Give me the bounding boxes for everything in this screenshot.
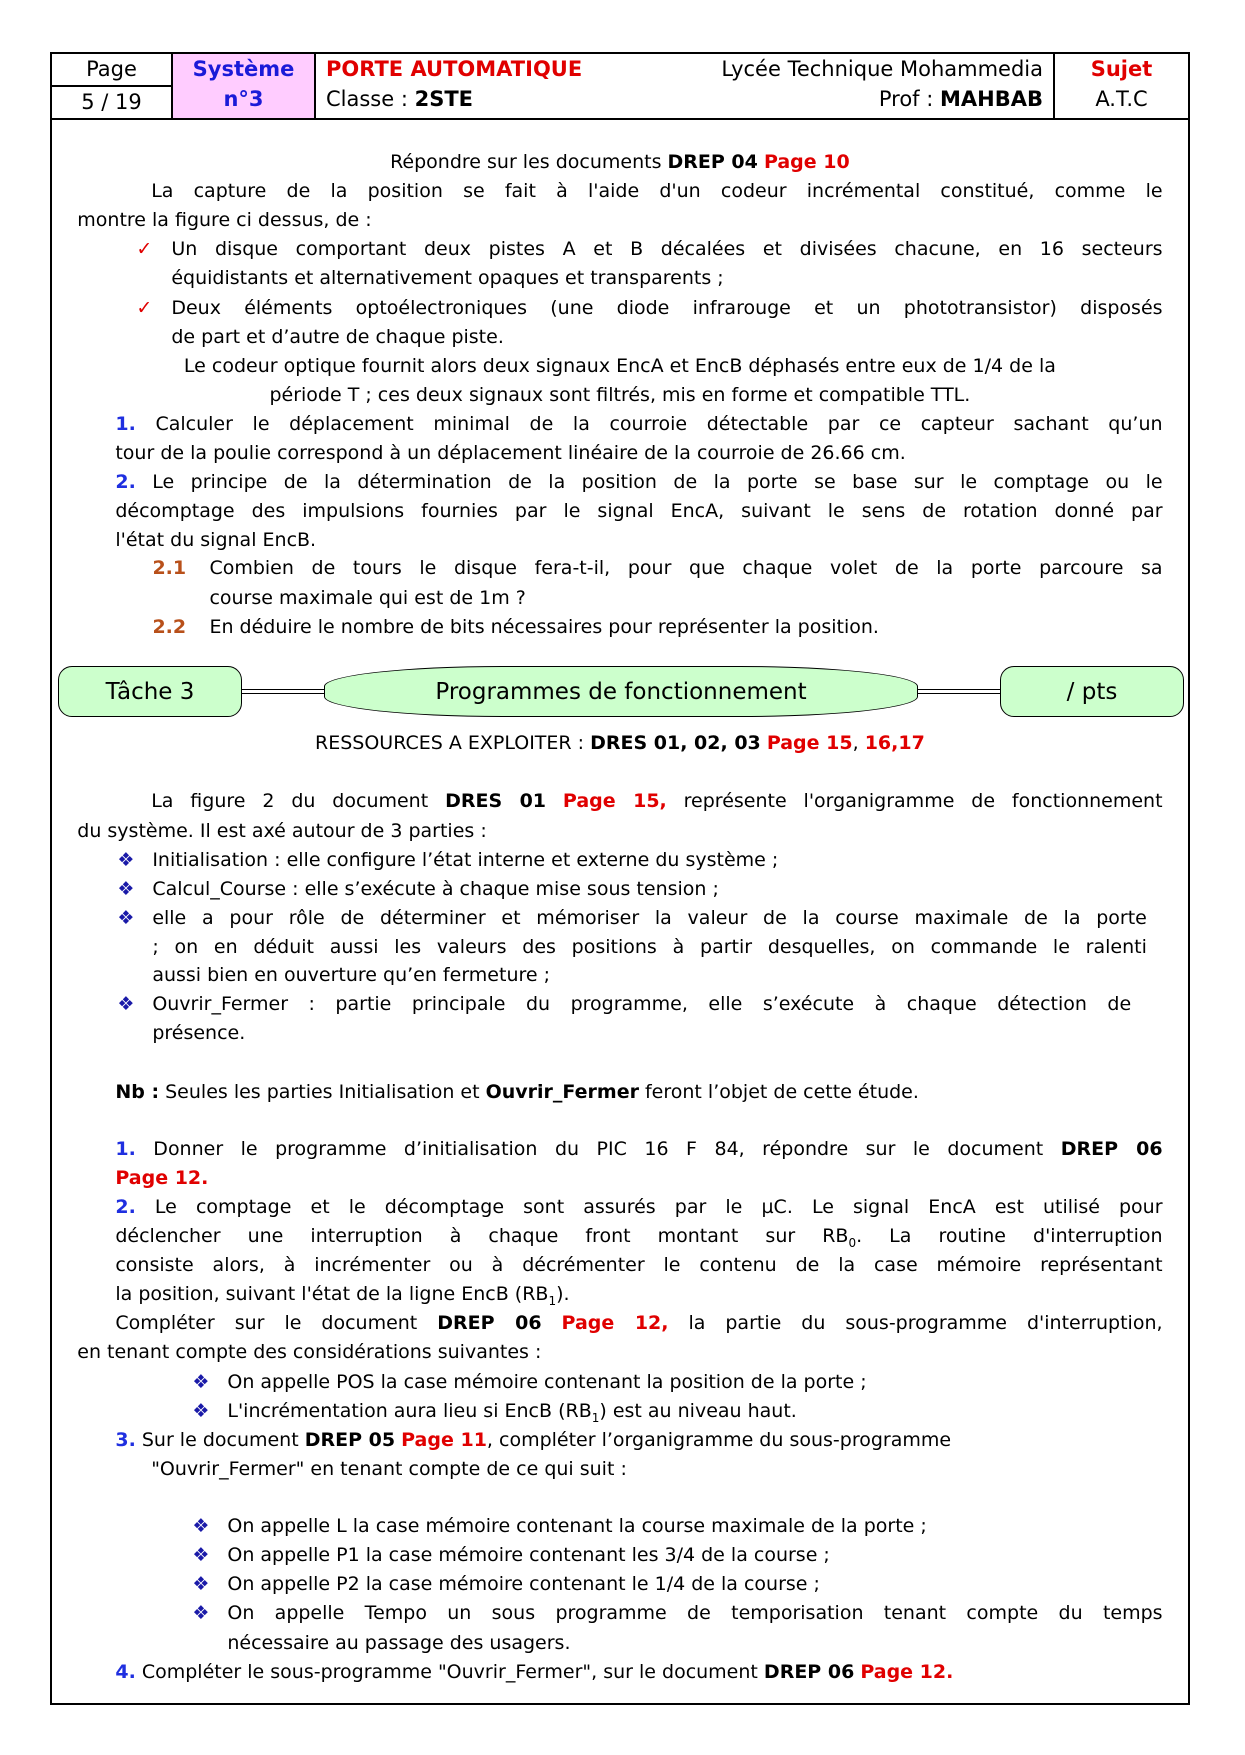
text-run: [546, 790, 563, 812]
text-run: de part et d’autre de chaque piste.: [171, 325, 504, 348]
bold-text: Nb :: [115, 1080, 160, 1103]
task-title-box: [324, 666, 918, 717]
text-line: [115, 1426, 1162, 1455]
text-run: ).: [556, 1283, 570, 1306]
text-run: On appelle L la case mémoire contenant la course maximale de la porte ;: [227, 1515, 927, 1538]
text-line: [77, 817, 1162, 846]
text-run: Le codeur optique fournit alors deux signaux EncA et EncB déphasés entre eux de 1/4 de la: [183, 354, 1056, 377]
text-run: la position, suivant l'état de la ligne EncB (RB: [115, 1283, 549, 1306]
text-run: , compléter l’organigramme du sous-programme: [486, 1428, 952, 1451]
text-run: RESSOURCES A EXPLOITER :: [315, 732, 591, 755]
text-line: [115, 1193, 1162, 1222]
text-line: [192, 1599, 1163, 1628]
text-run: . La routine d'interruption: [856, 1224, 1163, 1247]
text-line: [115, 1222, 1162, 1251]
task-number-box: [58, 666, 242, 717]
text-run: représente l'organigramme de fonctionnement: [666, 790, 1163, 813]
text-line: [152, 1019, 1131, 1048]
diamond-bullet-icon: ❖: [117, 993, 135, 1016]
bold-text: DREP 05: [304, 1428, 396, 1451]
text-line: [115, 1309, 1162, 1338]
page-reference: 16,17: [864, 732, 925, 755]
page-reference: Page 10: [763, 150, 850, 173]
text-line: [77, 352, 1162, 381]
text-line: [152, 933, 1147, 962]
bold-text: DREP 06: [763, 1660, 855, 1683]
connector-line: [918, 689, 1000, 694]
diamond-bullet-icon: ❖: [192, 1602, 210, 1625]
text-run: du système. Il est axé autour de 3 parties :: [77, 819, 487, 842]
diamond-bullet-icon: ❖: [117, 906, 135, 929]
text-line: [115, 1164, 1162, 1193]
text-line: [115, 439, 1162, 468]
text-line: [151, 1455, 1162, 1484]
text-run: On appelle POS la case mémoire contenant la position de la porte ;: [227, 1370, 867, 1393]
diamond-bullet-icon: ❖: [192, 1544, 210, 1567]
text-line: [192, 1368, 1162, 1397]
text-run: la partie du sous-programme d'interruption,: [668, 1312, 1163, 1335]
page-reference: Page 15,: [562, 790, 667, 813]
subject-value: A.T.C: [1095, 87, 1148, 111]
subitem-number: 2.2: [152, 615, 187, 638]
text-line: [192, 1512, 1162, 1541]
text-line: [115, 1658, 1162, 1687]
text-line: [77, 381, 1162, 410]
task-number: Tâche 3: [105, 678, 195, 705]
text-run: Compléter le sous-programme "Ouvrir_Fermer", sur le document: [135, 1660, 764, 1683]
subscript: 1: [591, 1410, 600, 1425]
text-line: [115, 526, 1162, 555]
page-cell: [52, 54, 173, 118]
item-number: 4.: [115, 1660, 136, 1683]
text-run: feront l’objet de cette étude.: [638, 1080, 919, 1103]
text-line: [171, 264, 1162, 293]
text-run: équidistants et alternativement opaques et transparents ;: [171, 267, 724, 290]
task-points-box: [1000, 666, 1184, 717]
text-run: Un disque comportant deux pistes A et B décalées et divisées chacune, en 16 secteurs: [171, 238, 1163, 261]
text-run: [542, 1312, 562, 1334]
task-title: Programmes de fonctionnement: [435, 678, 807, 705]
page-reference: Page 12,: [561, 1312, 669, 1335]
text-run: en tenant compte des considérations suivantes :: [77, 1341, 542, 1364]
text-line: [117, 875, 1162, 904]
text-line: [171, 323, 1162, 352]
text-line: [152, 554, 1163, 583]
page-number: 5 / 19: [81, 90, 142, 114]
text-run: Calcul_Course : elle s’exécute à chaque mise sous tension ;: [152, 877, 719, 900]
text-line: [227, 1629, 1162, 1658]
text-line: [77, 729, 1162, 758]
subscript: 0: [848, 1235, 857, 1250]
system-number: n°3: [223, 87, 264, 111]
item-number: 3.: [115, 1428, 136, 1451]
subject-label: Sujet: [1090, 57, 1153, 81]
text-line: [77, 148, 1162, 177]
text-line: [152, 961, 1147, 990]
bold-text: DRES 01, 02, 03: [590, 732, 761, 755]
text-run: l'état du signal EncB.: [115, 529, 317, 552]
item-number: 1.: [115, 1137, 136, 1160]
page-reference: Page 12.: [860, 1660, 954, 1683]
text-line: [115, 497, 1162, 526]
text-run: Combien de tours le disque fera-t-il, pour que chaque volet de la porte parcoure sa: [209, 557, 1163, 580]
item-number: 2.: [115, 471, 136, 494]
text-line: [115, 1135, 1162, 1164]
connector-line: [242, 689, 324, 694]
text-run: montre la figure ci dessus, de :: [77, 209, 372, 232]
text-run: consiste alors, à incrémenter ou à décrémenter le contenu de la case mémoire représentant: [115, 1254, 1163, 1277]
text-line: [115, 1280, 1162, 1309]
text-line: [136, 294, 1163, 323]
text-line: [117, 990, 1132, 1019]
prof-label: Prof :: [878, 87, 940, 111]
text-run: Répondre sur les documents: [390, 150, 668, 173]
page-reference: Page 11: [401, 1428, 487, 1451]
text-line: [152, 613, 1162, 642]
subject-cell: [1055, 54, 1188, 118]
text-run: présence.: [152, 1022, 246, 1045]
text-run: On appelle P1 la case mémoire contenant les 3/4 de la course ;: [227, 1544, 830, 1567]
system-cell: [173, 54, 316, 118]
text-line: [117, 904, 1147, 933]
item-number: 1.: [115, 412, 136, 435]
bold-text: Ouvrir_Fermer: [485, 1080, 639, 1103]
text-line: [77, 206, 1162, 235]
text-line: [115, 1078, 1162, 1107]
text-run: "Ouvrir_Fermer" en tenant compte de ce qui suit :: [151, 1457, 627, 1480]
page-reference: Page 15: [766, 732, 853, 755]
subscript: 1: [548, 1294, 557, 1309]
text-run: ; on en déduit aussi les valeurs des positions à partir desquelles, on commande le ralenti: [152, 936, 1147, 959]
diamond-bullet-icon: ❖: [192, 1573, 210, 1596]
checkmark-icon: ✓: [136, 296, 153, 319]
text-line: [77, 1338, 1162, 1367]
text-run: nécessaire au passage des usagers.: [227, 1631, 571, 1654]
text-run: Seules les parties Initialisation et: [159, 1080, 486, 1103]
text-line: [115, 1251, 1162, 1280]
text-line: [209, 584, 1162, 613]
text-run: déclencher une interruption à chaque front montant sur RB: [115, 1224, 849, 1247]
text-run: ,: [852, 732, 865, 755]
text-run: Ouvrir_Fermer : partie principale du programme, elle s’exécute à chaque détection de: [152, 993, 1132, 1016]
school-name: Lycée Technique Mohammedia: [721, 57, 1043, 81]
text-line: [151, 787, 1162, 816]
text-run: décomptage des impulsions fournies par le signal EncA, suivant le sens de rotation donné par: [115, 500, 1163, 523]
page-reference: Page 12.: [115, 1166, 209, 1189]
prof-value: MAHBAB: [940, 87, 1043, 111]
bold-text: DREP 06: [1060, 1137, 1163, 1160]
diamond-bullet-icon: ❖: [117, 848, 135, 871]
text-run: On appelle P2 la case mémoire contenant le 1/4 de la course ;: [227, 1573, 820, 1596]
text-line: [151, 177, 1162, 206]
text-run: aussi bien en ouverture qu’en fermeture ;: [152, 964, 551, 987]
text-run: elle a pour rôle de déterminer et mémoriser la valeur de la course maximale de la porte: [152, 906, 1147, 929]
task-points: / pts: [1066, 678, 1118, 705]
diamond-bullet-icon: ❖: [192, 1370, 210, 1393]
text-run: Le comptage et le décomptage sont assurés par le µC. Le signal EncA est utilisé pour: [135, 1195, 1163, 1218]
bold-text: DRES 01: [445, 790, 547, 813]
text-run: Deux éléments optoélectroniques (une diode infrarouge et un phototransistor) disposés: [171, 296, 1163, 319]
text-line: [117, 846, 1162, 875]
item-number: 2.: [115, 1195, 136, 1218]
diamond-bullet-icon: ❖: [192, 1399, 210, 1422]
text-run: Compléter sur le document: [115, 1312, 438, 1335]
checkmark-icon: ✓: [136, 238, 153, 261]
class-label: Classe :: [326, 87, 415, 111]
bold-text: DREP 06: [437, 1312, 542, 1335]
text-line: [115, 468, 1162, 497]
text-run: On appelle Tempo un sous programme de temporisation tenant compte du temps: [227, 1602, 1163, 1625]
text-run: En déduire le nombre de bits nécessaires pour représenter la position.: [209, 615, 879, 638]
text-run: La capture de la position se fait à l'aide d'un codeur incrémental constitué, comme le: [151, 180, 1163, 203]
header-table: [50, 52, 1190, 120]
bold-text: DREP 04: [667, 150, 758, 173]
text-line: [192, 1397, 1162, 1426]
page-label: Page: [52, 54, 171, 87]
system-label: Système: [192, 57, 295, 81]
text-run: Sur le document: [135, 1428, 305, 1451]
text-line: [192, 1570, 1162, 1599]
text-line: [115, 410, 1162, 439]
text-run: Initialisation : elle configure l’état interne et externe du système ;: [152, 848, 779, 871]
text-run: Calculer le déplacement minimal de la courroie détectable par ce capteur sachant qu’un: [135, 412, 1163, 435]
text-run: La figure 2 du document: [151, 790, 446, 813]
text-run: L'incrémentation aura lieu si EncB (RB: [227, 1399, 592, 1422]
text-run: Donner le programme d’initialisation du PIC 16 F 84, répondre sur le document: [135, 1137, 1061, 1160]
subitem-number: 2.1: [152, 557, 187, 580]
class-value: 2STE: [414, 87, 473, 111]
text-line: [192, 1541, 1162, 1570]
diamond-bullet-icon: ❖: [192, 1515, 210, 1538]
document-title: PORTE AUTOMATIQUE: [326, 57, 583, 81]
title-cell: [316, 54, 1055, 118]
text-run: tour de la poulie correspond à un déplacement linéaire de la courroie de 26.66 cm.: [115, 442, 906, 465]
diamond-bullet-icon: ❖: [117, 877, 135, 900]
text-run: Le principe de la détermination de la position de la porte se base sur le comptage ou le: [135, 471, 1163, 494]
text-run: course maximale qui est de 1m ?: [209, 586, 526, 609]
text-run: ) est au niveau haut.: [599, 1399, 797, 1422]
text-line: [136, 235, 1163, 264]
text-run: période T ; ces deux signaux sont filtrés, mis en forme et compatible TTL.: [269, 383, 971, 406]
